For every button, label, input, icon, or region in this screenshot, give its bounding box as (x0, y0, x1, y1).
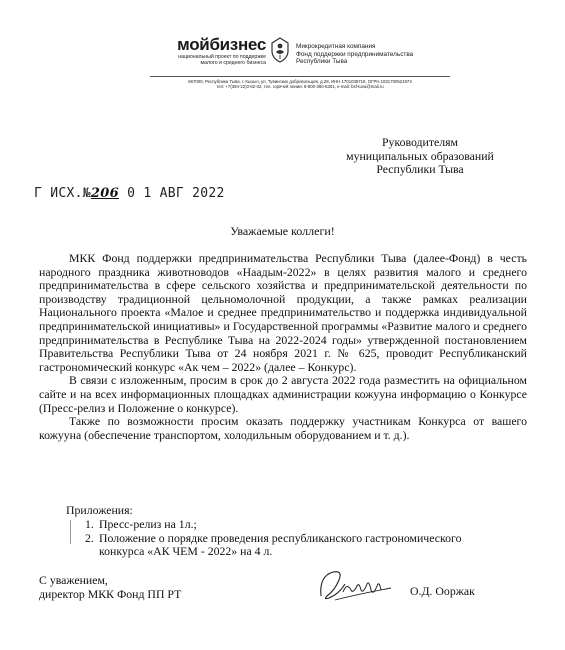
brand-tagline-2: малого и среднего бизнеса (200, 60, 266, 66)
brand-name: мойбизнес (177, 35, 266, 54)
addressee-line-2: муниципальных образований (346, 148, 494, 163)
attachments-list (85, 518, 509, 559)
closing-block (39, 573, 181, 601)
signer-position: директор МКК Фонд ПП РТ (39, 587, 182, 601)
addressee-line-3: Республики Тыва (376, 162, 464, 177)
greeting: Уважаемые коллеги! (230, 224, 335, 238)
letter-body (39, 252, 527, 442)
address-line-2: тел: +7(394-22)3-62-02, тел. горячей линии: 8-800-350-6301, e-mail: bsf-tuva@mail.ru (216, 84, 384, 90)
closing-regards: С уважением, (39, 573, 108, 587)
body-paragraph-1: МКК Фонд поддержки предпринимательства Республики Тыва (далее-Фонд) в честь народного праздника животноводов «Наадым-2022» в целях развития малого и среднего предпринимательства в сфере сельского хозяйства и предпринимательской деятельности по производству традиционной цельномолочной продукции, а также рамках реализации Национального проекта «Малое и среднее предпринимательство и поддержка индивидуальной предпринимательской инициативы» и Государственной программы «Развитие малого и среднего предпринимательства в Республике Тыва на 2022-2024 годы» утвержденной постановлением Правительства Республики Тыва от 24 ноября 2021 г. № 625, проводит Республиканский гастрономический конкурс «Ак чем – 2022» (далее – Конкурс). (39, 251, 527, 374)
attachment-number: 1. (85, 517, 94, 531)
org-line-3: Республики Тыва (296, 58, 348, 66)
org-line-1: Микрокредитная компания (296, 43, 376, 50)
body-paragraph-3: Также по возможности просим оказать поддержку участникам Конкурса от вашего кожууна (обеспечение транспортом, холодильным оборудованием и т. д.). (39, 414, 527, 442)
brand-logo (156, 36, 266, 66)
attachment-item (85, 518, 509, 532)
registration-number: 206 (90, 186, 119, 201)
signature-image (315, 566, 397, 606)
registration-date: 0 1 АВГ 2022 (127, 186, 225, 201)
attachments-title: Приложения: (66, 503, 133, 517)
letterhead (0, 35, 565, 90)
letterhead-address (150, 79, 450, 89)
attachment-text: Пресс-релиз на 1л.; (99, 517, 197, 531)
attachment-item (85, 532, 509, 559)
fund-emblem-icon (270, 37, 290, 63)
attachments-margin-line (70, 520, 71, 544)
org-line-2: Фонд поддержки предпринимательства (296, 50, 414, 58)
attachment-text: Положение о порядке проведения республиканского гастрономического конкурса «АК ЧЕМ - 2022» на 4 л. (99, 530, 462, 559)
addressee-block (300, 136, 540, 177)
registration-prefix: Г ИСХ.№ (34, 186, 91, 201)
body-paragraph-2: В связи с изложенным, просим в срок до 2 августа 2022 года разместить на официальном сайте и на всех информационных площадках администрации кожууна информацию о Конкурсе (Пресс-релиз и Положение о конкурсе). (39, 373, 527, 415)
organization-name (296, 43, 413, 66)
attachment-number: 2. (85, 530, 94, 545)
registration-stamp (34, 186, 225, 201)
address-line-1: 667000, Республика Тыва, г. Кызыл, ул. Тувинских добровольцев, д.28, ИНН 1701035719, ОГРН 1031700521973 (188, 79, 412, 84)
brand-tagline-1: национальный проект по поддержке (178, 54, 266, 60)
signer-name: О.Д. Ооржак (410, 584, 475, 598)
letterhead-divider (150, 76, 450, 77)
addressee-line-1: Руководителям (381, 135, 459, 149)
